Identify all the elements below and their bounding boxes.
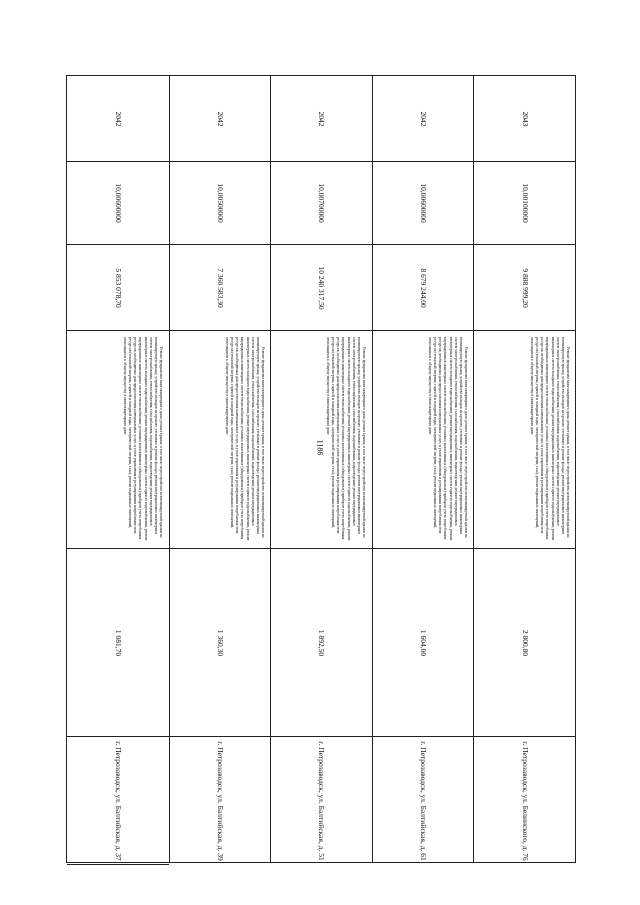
works-cell <box>474 330 575 548</box>
year-text: 2042 <box>215 111 225 126</box>
cost-cell <box>373 244 474 330</box>
address-cell <box>67 736 169 864</box>
table-row-25 <box>67 76 169 862</box>
address-text: г. Петрозаводск, ул. Балтийская, д. 51 <box>317 740 327 861</box>
area-cell <box>474 548 575 736</box>
works-wrap <box>477 332 573 548</box>
table-row-29 <box>473 76 575 862</box>
address-cell <box>474 736 575 864</box>
cost-text: 7 360 583,30 <box>215 267 225 308</box>
rate-cell <box>271 161 372 244</box>
rate-cell <box>67 161 169 244</box>
year-cell <box>373 76 474 161</box>
area-cell <box>170 548 271 736</box>
works-text: Ремонт фундамента многоквартирного дома; ремонт крыши, в том числе переустройство невентилируемой крыши на вентилируемую крышу, устройство выходов на кровлю; утепление и ремонт фасада; ремонт внутридомовых инженерных систем электроснабжения, теплоснабжения, газоснабжения, водоснабжения, водоотведения; ремонт внутридомовых инженерных систем холодного водоснабжения, ремонт внутридомовых инженерных систем горячего водоснабжения, ремонт внутридомовых инженерных систем теплоснабжения; установка коллективных (общедомовых) приборов учета потребления ресурсов, необходимых для предоставления коммунальных услуг, и узлов управления и регулирования потребления этих ресурсов (тепловой энергии, горячей и холодной воды, электрической энергии, газа); ремонт подвальных помещений, относящихся к общему имуществу в многоквартирном доме <box>225 336 265 540</box>
address-text: г. Петрозаводск, ул. Балтийская, д. 61 <box>418 740 428 861</box>
year-cell <box>474 76 575 161</box>
rate-cell <box>373 161 474 244</box>
works-text: Ремонт фундамента многоквартирного дома; ремонт крыши, в том числе переустройство невентилируемой крыши на вентилируемую крышу, устройство выходов на кровлю; утепление и ремонт фасада; ремонт внутридомовых инженерных систем электроснабжения, теплоснабжения, газоснабжения, водоснабжения, водоотведения; ремонт внутридомовых инженерных систем холодного водоснабжения, ремонт внутридомовых инженерных систем горячего водоснабжения, ремонт внутридомовых инженерных систем теплоснабжения; установка коллективных (общедомовых) приборов учета потребления ресурсов, необходимых для предоставления коммунальных услуг, и узлов управления и регулирования потребления этих ресурсов (тепловой энергии, горячей и холодной воды, электрической энергии, газа); ремонт подвальных помещений, относящихся к общему имуществу в многоквартирном доме <box>529 336 570 540</box>
rate-cell <box>474 161 575 244</box>
rate-text: 10,00100000 <box>520 183 530 223</box>
address-cell <box>373 736 474 864</box>
cost-text: 9 888 999,20 <box>520 267 530 308</box>
cost-cell <box>170 244 271 330</box>
works-cell <box>67 330 169 548</box>
year-cell <box>67 76 169 161</box>
year-cell <box>271 76 372 161</box>
area-text: 1 081,70 <box>113 629 123 656</box>
works-wrap <box>375 332 471 548</box>
cost-cell <box>474 244 575 330</box>
area-text: 1 604,00 <box>418 629 428 656</box>
rate-cell <box>170 161 271 244</box>
works-wrap <box>172 332 268 548</box>
works-text: Ремонт фундамента многоквартирного дома; ремонт крыши, в том числе переустройство невентилируемой крыши на вентилируемую крышу, устройство выходов на кровлю; утепление и ремонт фасада; ремонт внутридомовых инженерных систем электроснабжения, теплоснабжения, газоснабжения, водоснабжения, водоотведения; ремонт внутридомовых инженерных систем холодного водоснабжения, ремонт внутридомовых инженерных систем горячего водоснабжения, ремонт внутридомовых инженерных систем теплоснабжения; установка коллективных (общедомовых) приборов учета потребления ресурсов, необходимых для предоставления коммунальных услуг, и узлов управления и регулирования потребления этих ресурсов (тепловой энергии, горячей и холодной воды, электрической энергии, газа); ремонт подвальных помещений, относящихся к общему имуществу в многоквартирном доме <box>122 336 163 540</box>
cost-text: 5 853 078,70 <box>113 267 123 308</box>
address-text: г. Петрозаводск, ул. Балтийская, д. 39 <box>215 740 225 861</box>
cost-text: 8 679 244,00 <box>418 267 428 308</box>
year-text: 2043 <box>520 111 530 126</box>
rate-text: 10,00500000 <box>215 183 225 223</box>
row-spacer <box>67 864 169 865</box>
works-cell <box>170 330 271 548</box>
year-cell <box>170 76 271 161</box>
works-cell <box>271 330 372 548</box>
cost-cell <box>67 244 169 330</box>
year-text: 2042 <box>113 111 123 126</box>
cost-cell <box>271 244 372 330</box>
cost-text: 10 240 317,50 <box>317 265 327 310</box>
rate-text: 10,00700000 <box>317 183 327 223</box>
area-text: 1 360,30 <box>215 629 225 656</box>
area-cell <box>373 548 474 736</box>
address-cell <box>271 736 372 864</box>
rate-text: 10,00600000 <box>113 183 123 223</box>
works-table <box>66 75 576 863</box>
page-number-text: 1186 <box>315 439 325 455</box>
rate-text: 10,00600000 <box>418 183 428 223</box>
address-text: г. Петрозаводск, ул. Белинского, д. 76 <box>520 740 530 861</box>
year-text: 2042 <box>418 111 428 126</box>
area-cell <box>67 548 169 736</box>
area-text: 2 800,80 <box>520 629 530 656</box>
table-row-28 <box>372 76 474 862</box>
address-text: г. Петрозаводск, ул. Балтийская, д. 37 <box>113 740 123 861</box>
area-cell <box>271 548 372 736</box>
works-wrap <box>70 332 166 548</box>
area-text: 1 892,50 <box>317 629 327 656</box>
works-wrap <box>273 332 369 548</box>
works-text: Ремонт фундамента многоквартирного дома; ремонт крыши, в том числе переустройство невентилируемой крыши на вентилируемую крышу, устройство выходов на кровлю; утепление и ремонт фасада; ремонт внутридомовых инженерных систем электроснабжения, теплоснабжения, газоснабжения, водоснабжения, водоотведения; ремонт внутридомовых инженерных систем холодного водоснабжения, ремонт внутридомовых инженерных систем горячего водоснабжения, ремонт внутридомовых инженерных систем теплоснабжения; установка коллективных (общедомовых) приборов учета потребления ресурсов, необходимых для предоставления коммунальных услуг, и узлов управления и регулирования потребления этих ресурсов (тепловой энергии, горячей и холодной воды, электрической энергии, газа); ремонт подвальных помещений, относящихся к общему имуществу в многоквартирном доме <box>326 336 367 540</box>
works-cell <box>373 330 474 548</box>
year-text: 2042 <box>317 111 327 126</box>
works-text: Ремонт фундамента многоквартирного дома; ремонт крыши, в том числе переустройство невентилируемой крыши на вентилируемую крышу, устройство выходов на кровлю; утепление и ремонт фасада; ремонт внутридомовых инженерных систем электроснабжения, теплоснабжения, газоснабжения, водоснабжения, водоотведения; ремонт внутридомовых инженерных систем холодного водоснабжения, ремонт внутридомовых инженерных систем горячего водоснабжения, ремонт внутридомовых инженерных систем теплоснабжения; установка коллективных (общедомовых) приборов учета потребления ресурсов, необходимых для предоставления коммунальных услуг, и узлов управления и регулирования потребления этих ресурсов (тепловой энергии, горячей и холодной воды, электрической энергии, газа); ремонт подвальных помещений, относящихся к общему имуществу в многоквартирном доме <box>428 336 469 540</box>
address-cell <box>170 736 271 864</box>
table-row-26 <box>169 76 271 862</box>
table-row-27 <box>270 76 372 862</box>
